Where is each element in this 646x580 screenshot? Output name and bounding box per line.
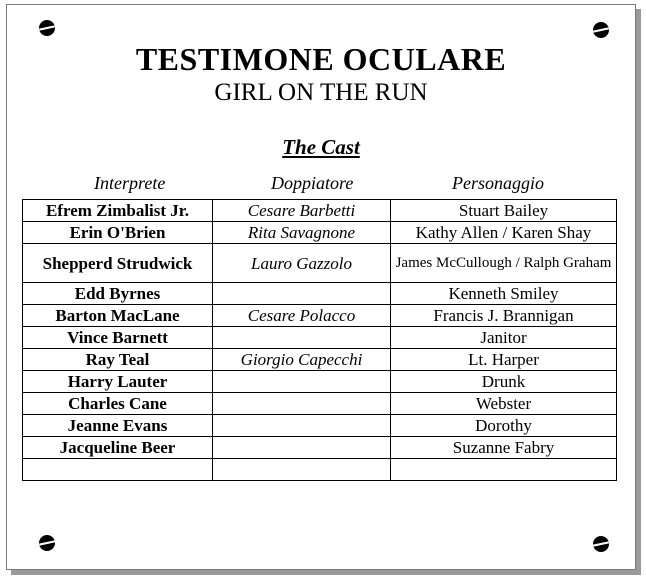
role-cell: Webster: [391, 393, 617, 415]
actor-cell: [23, 459, 213, 481]
role-cell: James McCullough / Ralph Graham: [391, 244, 617, 283]
dubber-cell: Rita Savagnone: [213, 222, 391, 244]
actor-cell: Erin O'Brien: [23, 222, 213, 244]
dubber-cell: [213, 371, 391, 393]
actor-cell: Edd Byrnes: [23, 283, 213, 305]
table-row: [23, 283, 617, 305]
role-cell: Drunk: [391, 371, 617, 393]
dubber-cell: [213, 415, 391, 437]
role-cell: Janitor: [391, 327, 617, 349]
cast-plaque: [6, 4, 636, 570]
screw-icon: [593, 22, 609, 38]
screw-icon: [39, 20, 55, 36]
actor-cell: Shepperd Strudwick: [23, 244, 213, 283]
role-cell: Lt. Harper: [391, 349, 617, 371]
dubber-cell: [213, 327, 391, 349]
table-row: [23, 415, 617, 437]
role-cell: Francis J. Brannigan: [391, 305, 617, 327]
table-row: [23, 349, 617, 371]
plaque-subtitle: GIRL ON THE RUN: [214, 79, 428, 106]
actor-cell: Jacqueline Beer: [23, 437, 213, 459]
role-cell: Kathy Allen / Karen Shay: [391, 222, 617, 244]
screw-icon: [593, 536, 609, 552]
table-row: [23, 459, 617, 481]
actor-cell: Barton MacLane: [23, 305, 213, 327]
dubber-cell: [213, 437, 391, 459]
actor-cell: Ray Teal: [23, 349, 213, 371]
screw-icon: [39, 535, 55, 551]
column-header-dubber: Doppiatore: [271, 173, 354, 193]
dubber-cell: Cesare Polacco: [213, 305, 391, 327]
role-cell: [391, 459, 617, 481]
table-row: [23, 437, 617, 459]
table-row: [23, 371, 617, 393]
role-cell: Kenneth Smiley: [391, 283, 617, 305]
actor-cell: Jeanne Evans: [23, 415, 213, 437]
role-cell: Suzanne Fabry: [391, 437, 617, 459]
dubber-cell: [213, 283, 391, 305]
dubber-cell: [213, 459, 391, 481]
dubber-cell: Cesare Barbetti: [213, 200, 391, 222]
table-row: [23, 327, 617, 349]
column-header-actor: Interprete: [94, 173, 166, 193]
table-row: [23, 393, 617, 415]
role-cell: Stuart Bailey: [391, 200, 617, 222]
table-row: [23, 200, 617, 222]
actor-cell: Charles Cane: [23, 393, 213, 415]
actor-cell: Vince Barnett: [23, 327, 213, 349]
cast-table: [22, 199, 617, 481]
actor-cell: Efrem Zimbalist Jr.: [23, 200, 213, 222]
column-header-role: Personaggio: [452, 173, 544, 193]
section-title: The Cast: [282, 135, 360, 159]
table-row: [23, 222, 617, 244]
plaque-title: TESTIMONE OCULARE: [135, 41, 507, 77]
table-row: [23, 305, 617, 327]
dubber-cell: Lauro Gazzolo: [213, 244, 391, 283]
actor-cell: Harry Lauter: [23, 371, 213, 393]
table-row: [23, 244, 617, 283]
dubber-cell: Giorgio Capecchi: [213, 349, 391, 371]
role-cell: Dorothy: [391, 415, 617, 437]
dubber-cell: [213, 393, 391, 415]
